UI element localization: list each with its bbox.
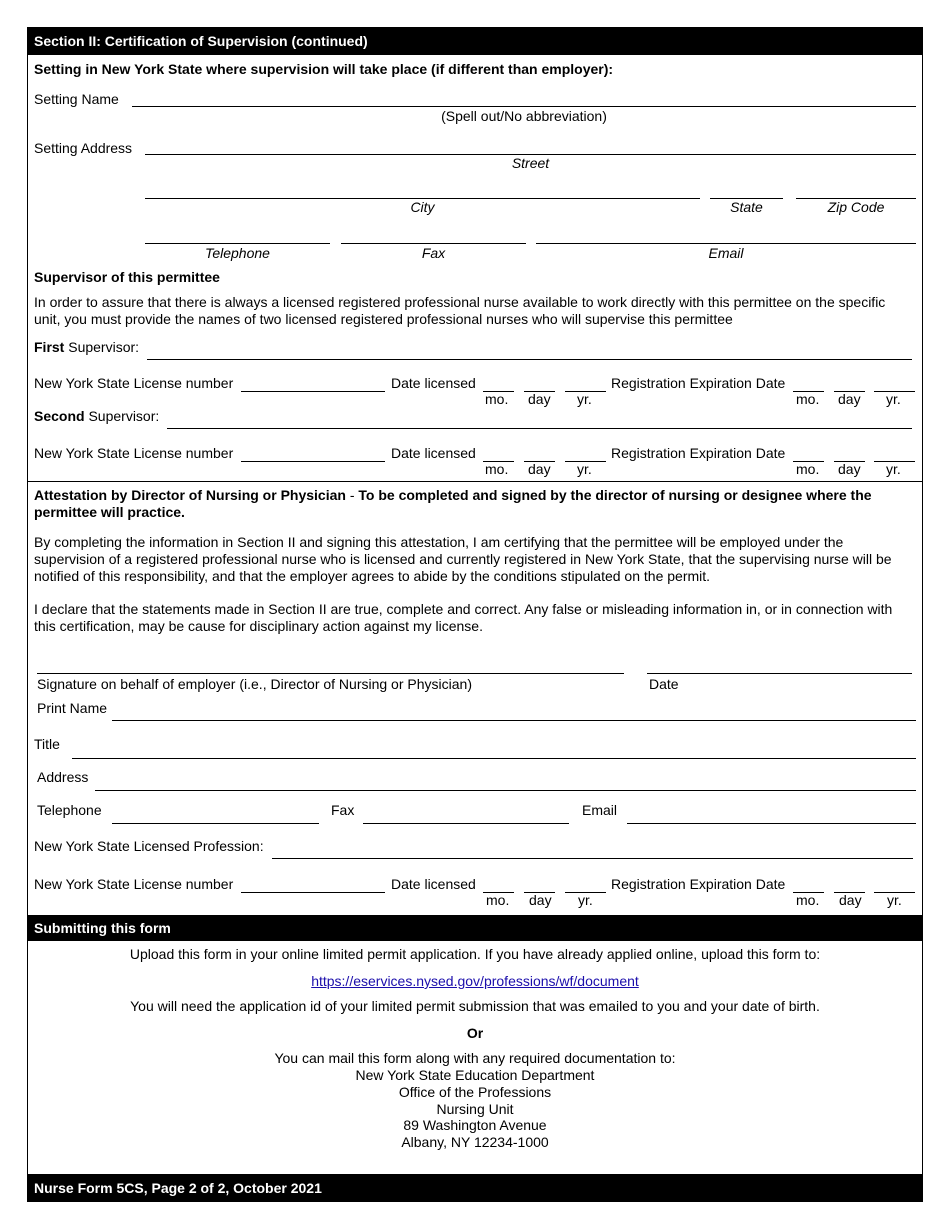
first-date-licensed-label: Date licensed <box>391 375 476 391</box>
attest-date-day-caption: day <box>529 892 552 908</box>
section-divider <box>27 481 923 482</box>
footer: Nurse Form 5CS, Page 2 of 2, October 2021 <box>27 1174 923 1202</box>
zip-caption: Zip Code <box>827 199 885 215</box>
first-license-field[interactable] <box>241 391 385 392</box>
attest-exp-day-caption: day <box>839 892 862 908</box>
signature-date-label: Date <box>649 676 679 692</box>
or-text: Or <box>466 1025 484 1041</box>
submitting-header: Submitting this form <box>27 915 923 941</box>
upload-text: Upload this form in your online limited permit application. If you have already applied online, upload this form to: <box>129 946 821 962</box>
section-header: Section II: Certification of Supervision (continued) <box>27 27 923 55</box>
first-bold: First <box>34 339 65 355</box>
attest-license-label: New York State License number <box>34 876 234 892</box>
second-date-mo-caption: mo. <box>485 461 509 477</box>
attestation-heading-dash: - <box>345 487 359 503</box>
attest-license-field[interactable] <box>241 892 385 893</box>
title-label: Title <box>34 736 60 752</box>
first-supervisor-field[interactable] <box>147 359 912 360</box>
setting-name-field[interactable] <box>132 106 916 107</box>
attestation-heading-part1: Attestation by Director of Nursing or Physician <box>34 487 346 503</box>
fax-field[interactable] <box>341 243 526 244</box>
attestation-para2: I declare that the statements made in Section II are true, complete and correct. Any false or misleading information in, or in connection with this certification, may be cause for disciplinary action against my license. <box>34 601 893 634</box>
street-caption: Street <box>511 155 550 171</box>
print-name-label: Print Name <box>37 700 108 716</box>
first-license-label: New York State License number <box>34 375 234 391</box>
state-caption: State <box>730 199 763 215</box>
attestation-para1: By completing the information in Section II and signing this attestation, I am certifying that the permittee will be employed under the supervision of a registered professional nurse who is licensed and currently registered in New York State, that the supervising nurse will be notified of this responsibility, and that the employer agrees to abide by the conditions stipulated on the permit. <box>34 534 892 584</box>
signature-label: Signature on behalf of employer (i.e., Director of Nursing or Physician) <box>37 676 472 692</box>
document-link-row <box>27 973 923 989</box>
first-date-day-caption: day <box>528 391 551 407</box>
telephone-caption: Telephone <box>205 245 270 261</box>
address-label: Address <box>37 769 89 785</box>
address-field[interactable] <box>95 790 916 791</box>
attest-exp-mo-caption: mo. <box>796 892 820 908</box>
second-date-licensed-label: Date licensed <box>391 445 476 461</box>
telephone-field[interactable] <box>145 243 330 244</box>
first-exp-day-caption: day <box>838 391 861 407</box>
first-supervisor-label <box>34 339 139 355</box>
email-field[interactable] <box>536 243 916 244</box>
first-exp-yr-caption: yr. <box>886 391 901 407</box>
attest-fax-field[interactable] <box>363 823 569 824</box>
second-date-day-caption: day <box>528 461 551 477</box>
need-text: You will need the application id of your limited permit submission that was emailed to you and your date of birth. <box>130 998 820 1014</box>
setting-address-label: Setting Address <box>34 140 133 156</box>
mailing-address-line: New York State Education Department <box>355 1067 595 1083</box>
first-rest: Supervisor: <box>64 339 140 355</box>
attest-date-yr-caption: yr. <box>578 892 593 908</box>
print-name-field[interactable] <box>112 720 916 721</box>
mail-text: You can mail this form along with any required documentation to: <box>274 1050 676 1066</box>
supervisor-heading: Supervisor of this permittee <box>34 269 220 285</box>
email-caption: Email <box>708 245 744 261</box>
mailing-address-line: Albany, NY 12234-1000 <box>401 1134 549 1150</box>
attest-email-label: Email <box>582 802 618 818</box>
setting-heading: Setting in New York State where supervision will take place (if different than employer): <box>34 61 614 77</box>
second-exp-mo-caption: mo. <box>796 461 820 477</box>
first-date-mo-caption: mo. <box>485 391 509 407</box>
attest-date-mo-caption: mo. <box>486 892 510 908</box>
attest-fax-label: Fax <box>331 802 355 818</box>
attest-reg-exp-label: Registration Expiration Date <box>611 876 786 892</box>
first-exp-mo-caption: mo. <box>796 391 820 407</box>
city-caption: City <box>410 199 435 215</box>
mailing-address-line: Office of the Professions <box>398 1084 552 1100</box>
second-exp-yr-caption: yr. <box>886 461 901 477</box>
attest-telephone-label: Telephone <box>37 802 102 818</box>
attestation-heading-part2: To be completed and signed by the director of nursing or designee where the permittee will practice. <box>34 487 872 520</box>
second-supervisor-field[interactable] <box>167 428 912 429</box>
second-exp-day-caption: day <box>838 461 861 477</box>
signature-field[interactable] <box>37 673 624 674</box>
profession-label: New York State Licensed Profession: <box>34 838 264 854</box>
second-license-field[interactable] <box>241 461 385 462</box>
setting-name-label: Setting Name <box>34 91 119 107</box>
second-date-yr-caption: yr. <box>577 461 592 477</box>
attest-telephone-field[interactable] <box>112 823 319 824</box>
second-supervisor-label <box>34 408 159 424</box>
second-bold: Second <box>34 408 85 424</box>
second-license-label: New York State License number <box>34 445 234 461</box>
mailing-address-line: Nursing Unit <box>436 1101 514 1117</box>
profession-field[interactable] <box>272 858 913 859</box>
attest-date-licensed-label: Date licensed <box>391 876 476 892</box>
signature-date-field[interactable] <box>647 673 912 674</box>
second-reg-exp-label: Registration Expiration Date <box>611 445 786 461</box>
spell-out-note: (Spell out/No abbreviation) <box>441 108 607 124</box>
first-reg-exp-label: Registration Expiration Date <box>611 375 786 391</box>
second-rest: Supervisor: <box>84 408 160 424</box>
supervisor-instructions: In order to assure that there is always a licensed registered professional nurse available to work directly with this permittee on the specific unit, you must provide the names of two licensed registered professional nurses who will supervise this permittee <box>34 294 886 327</box>
mailing-address-line: 89 Washington Avenue <box>403 1117 547 1133</box>
attest-exp-yr-caption: yr. <box>887 892 902 908</box>
title-field[interactable] <box>72 758 916 759</box>
attest-email-field[interactable] <box>627 823 916 824</box>
first-date-yr-caption: yr. <box>577 391 592 407</box>
fax-caption: Fax <box>421 245 446 261</box>
attestation-heading <box>34 487 894 521</box>
document-link[interactable]: https://eservices.nysed.gov/professions/wf/document <box>311 973 639 989</box>
